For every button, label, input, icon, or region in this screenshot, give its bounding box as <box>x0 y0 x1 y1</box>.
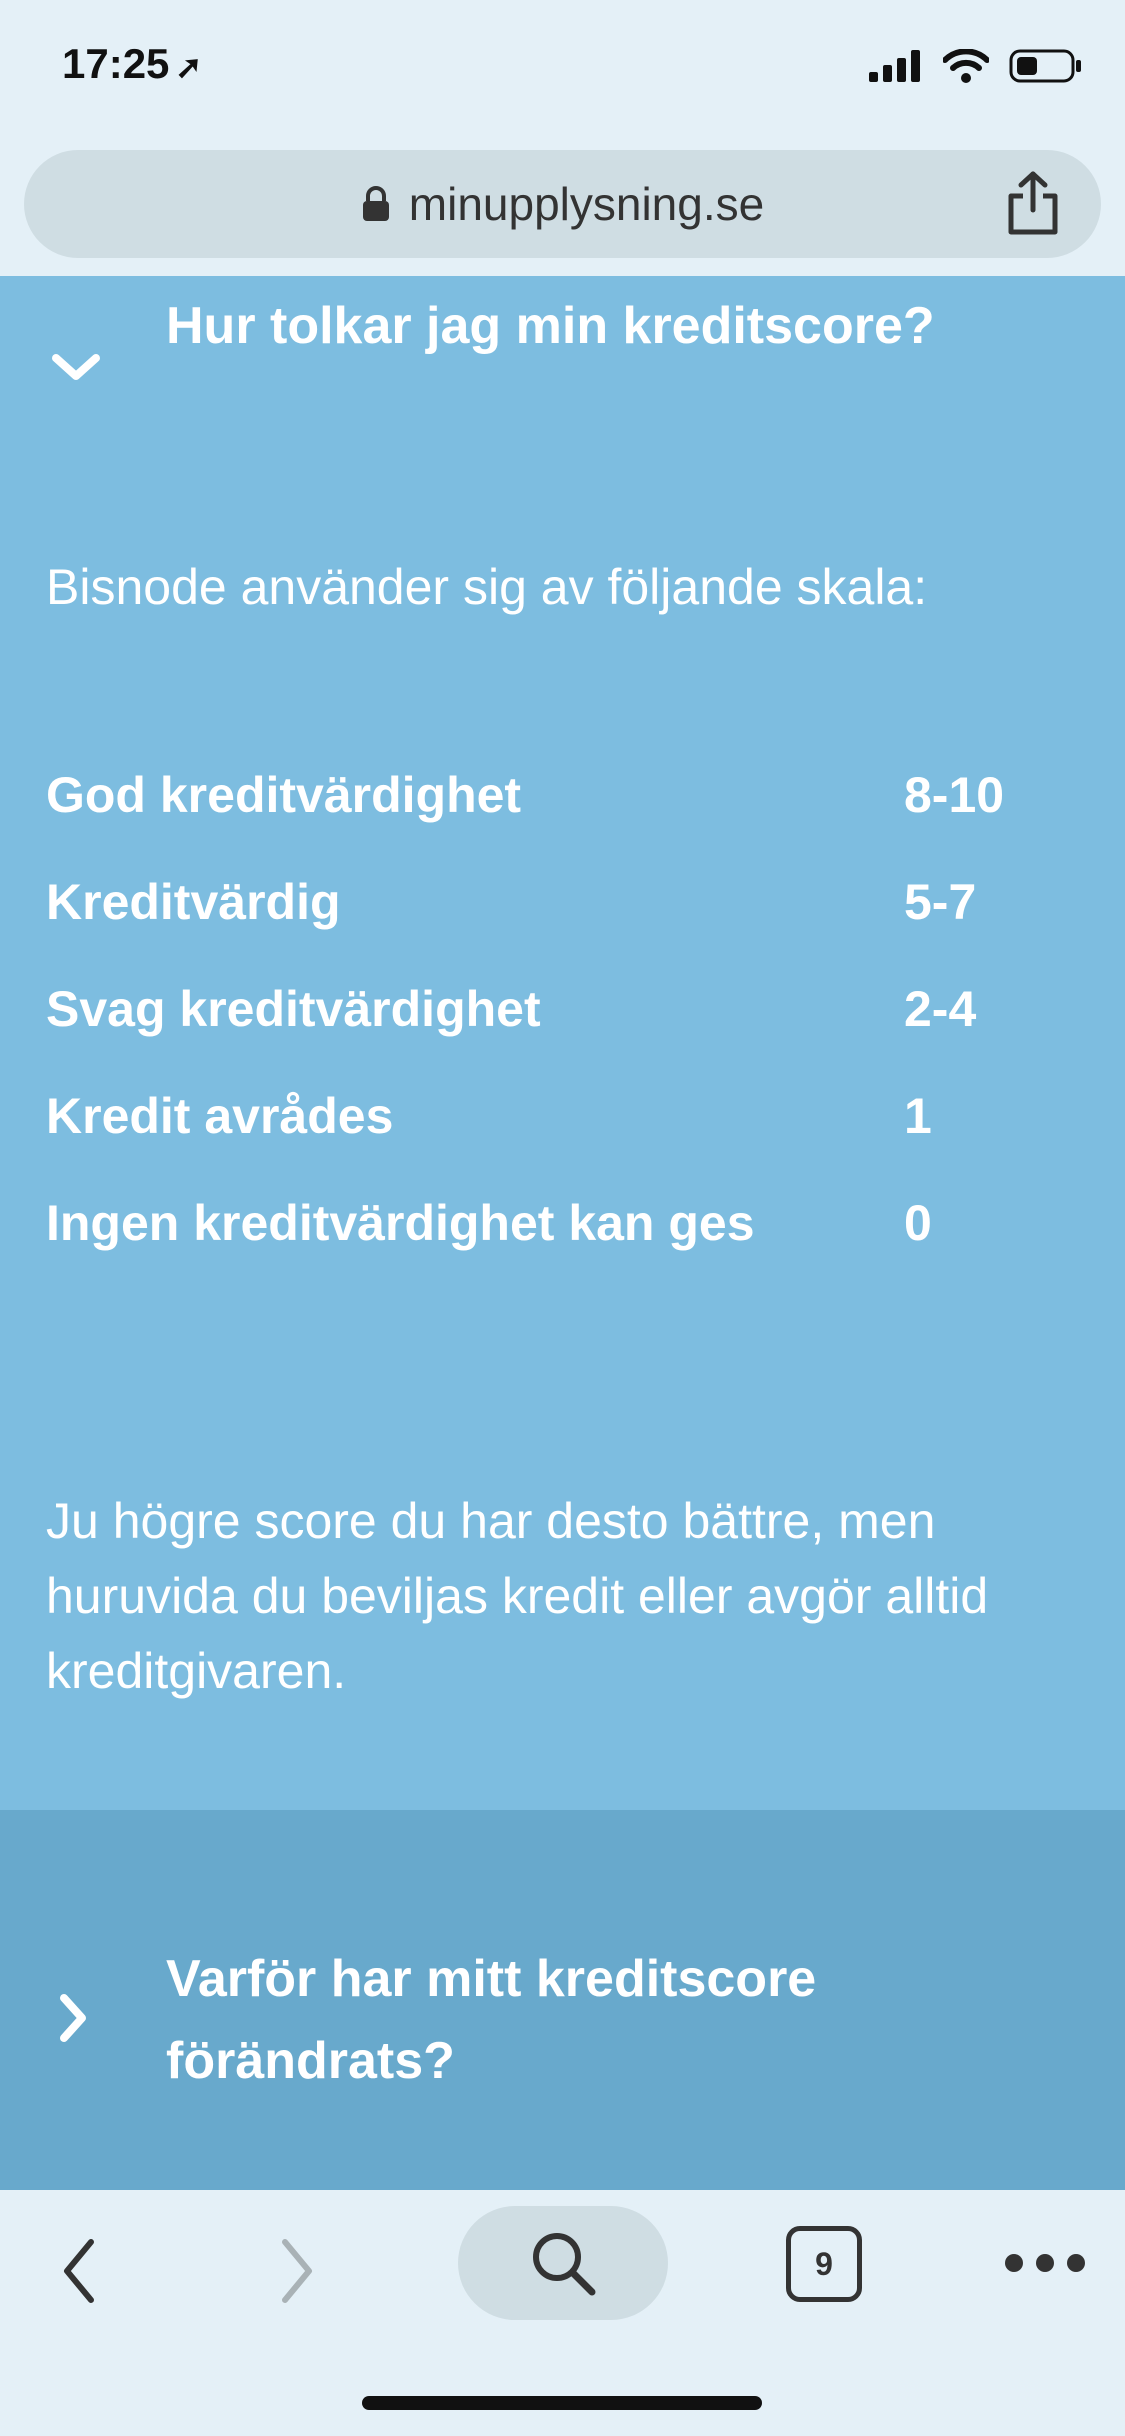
scale-table <box>46 766 1086 1301</box>
scale-label: Svag kreditvärdighet <box>46 981 541 1037</box>
chevron-down-icon <box>50 352 102 384</box>
share-icon[interactable] <box>1003 170 1063 236</box>
scale-row <box>46 1194 1086 1301</box>
score-note: Ju högre score du har desto bättre, men huruvida du beviljas kredit eller avgör alltid kreditgivaren. <box>46 1493 989 1699</box>
home-indicator[interactable] <box>362 2396 762 2410</box>
scale-row <box>46 766 1086 873</box>
scale-value: 8-10 <box>904 767 1005 823</box>
scale-label: Kreditvärdig <box>46 874 341 930</box>
scale-value: 1 <box>904 1088 932 1144</box>
battery-icon <box>1009 48 1083 84</box>
faq-question-closed[interactable] <box>0 1810 1125 2190</box>
url-display[interactable] <box>24 150 1101 258</box>
status-time <box>62 40 202 88</box>
search-icon <box>528 2228 598 2298</box>
url-bar[interactable] <box>24 150 1101 258</box>
scale-row <box>46 1087 1086 1194</box>
forward-button[interactable] <box>262 2226 332 2316</box>
status-icons <box>869 48 1083 84</box>
chevron-right-icon <box>277 2236 317 2306</box>
signal-icon <box>869 50 923 82</box>
scale-row <box>46 980 1086 1087</box>
faq-question-title: Hur tolkar jag min kreditscore? <box>166 297 935 355</box>
scale-value: 5-7 <box>904 874 977 930</box>
scale-intro: Bisnode använder sig av följande skala: <box>46 559 928 615</box>
more-icon <box>1004 2253 1086 2273</box>
scale-value: 2-4 <box>904 981 977 1037</box>
scale-label: God kreditvärdighet <box>46 767 522 823</box>
scale-value: 0 <box>904 1195 932 1251</box>
wifi-icon <box>943 49 989 83</box>
url-text: minupplysning.se <box>408 178 765 230</box>
tabs-button[interactable] <box>786 2226 862 2302</box>
scale-label: Kredit avrådes <box>46 1088 394 1144</box>
faq-section <box>0 276 1125 1810</box>
faq-question-title: Varför har mitt kreditscore förändrats? <box>166 1950 817 2090</box>
status-bar <box>0 0 1125 140</box>
more-button[interactable] <box>1000 2238 1090 2288</box>
location-arrow-icon: ➚ <box>175 49 203 85</box>
scale-row <box>46 873 1086 980</box>
lock-icon <box>361 185 391 223</box>
scale-label: Ingen kreditvärdighet kan ges <box>46 1195 755 1251</box>
chevron-right-icon <box>58 1992 90 2044</box>
faq-question-open[interactable] <box>0 276 1125 456</box>
search-button[interactable] <box>458 2206 668 2320</box>
back-button[interactable] <box>44 2226 114 2316</box>
tabs-count: 9 <box>815 2245 833 2282</box>
chevron-left-icon <box>59 2236 99 2306</box>
clock-text: 17:25 <box>62 40 170 87</box>
